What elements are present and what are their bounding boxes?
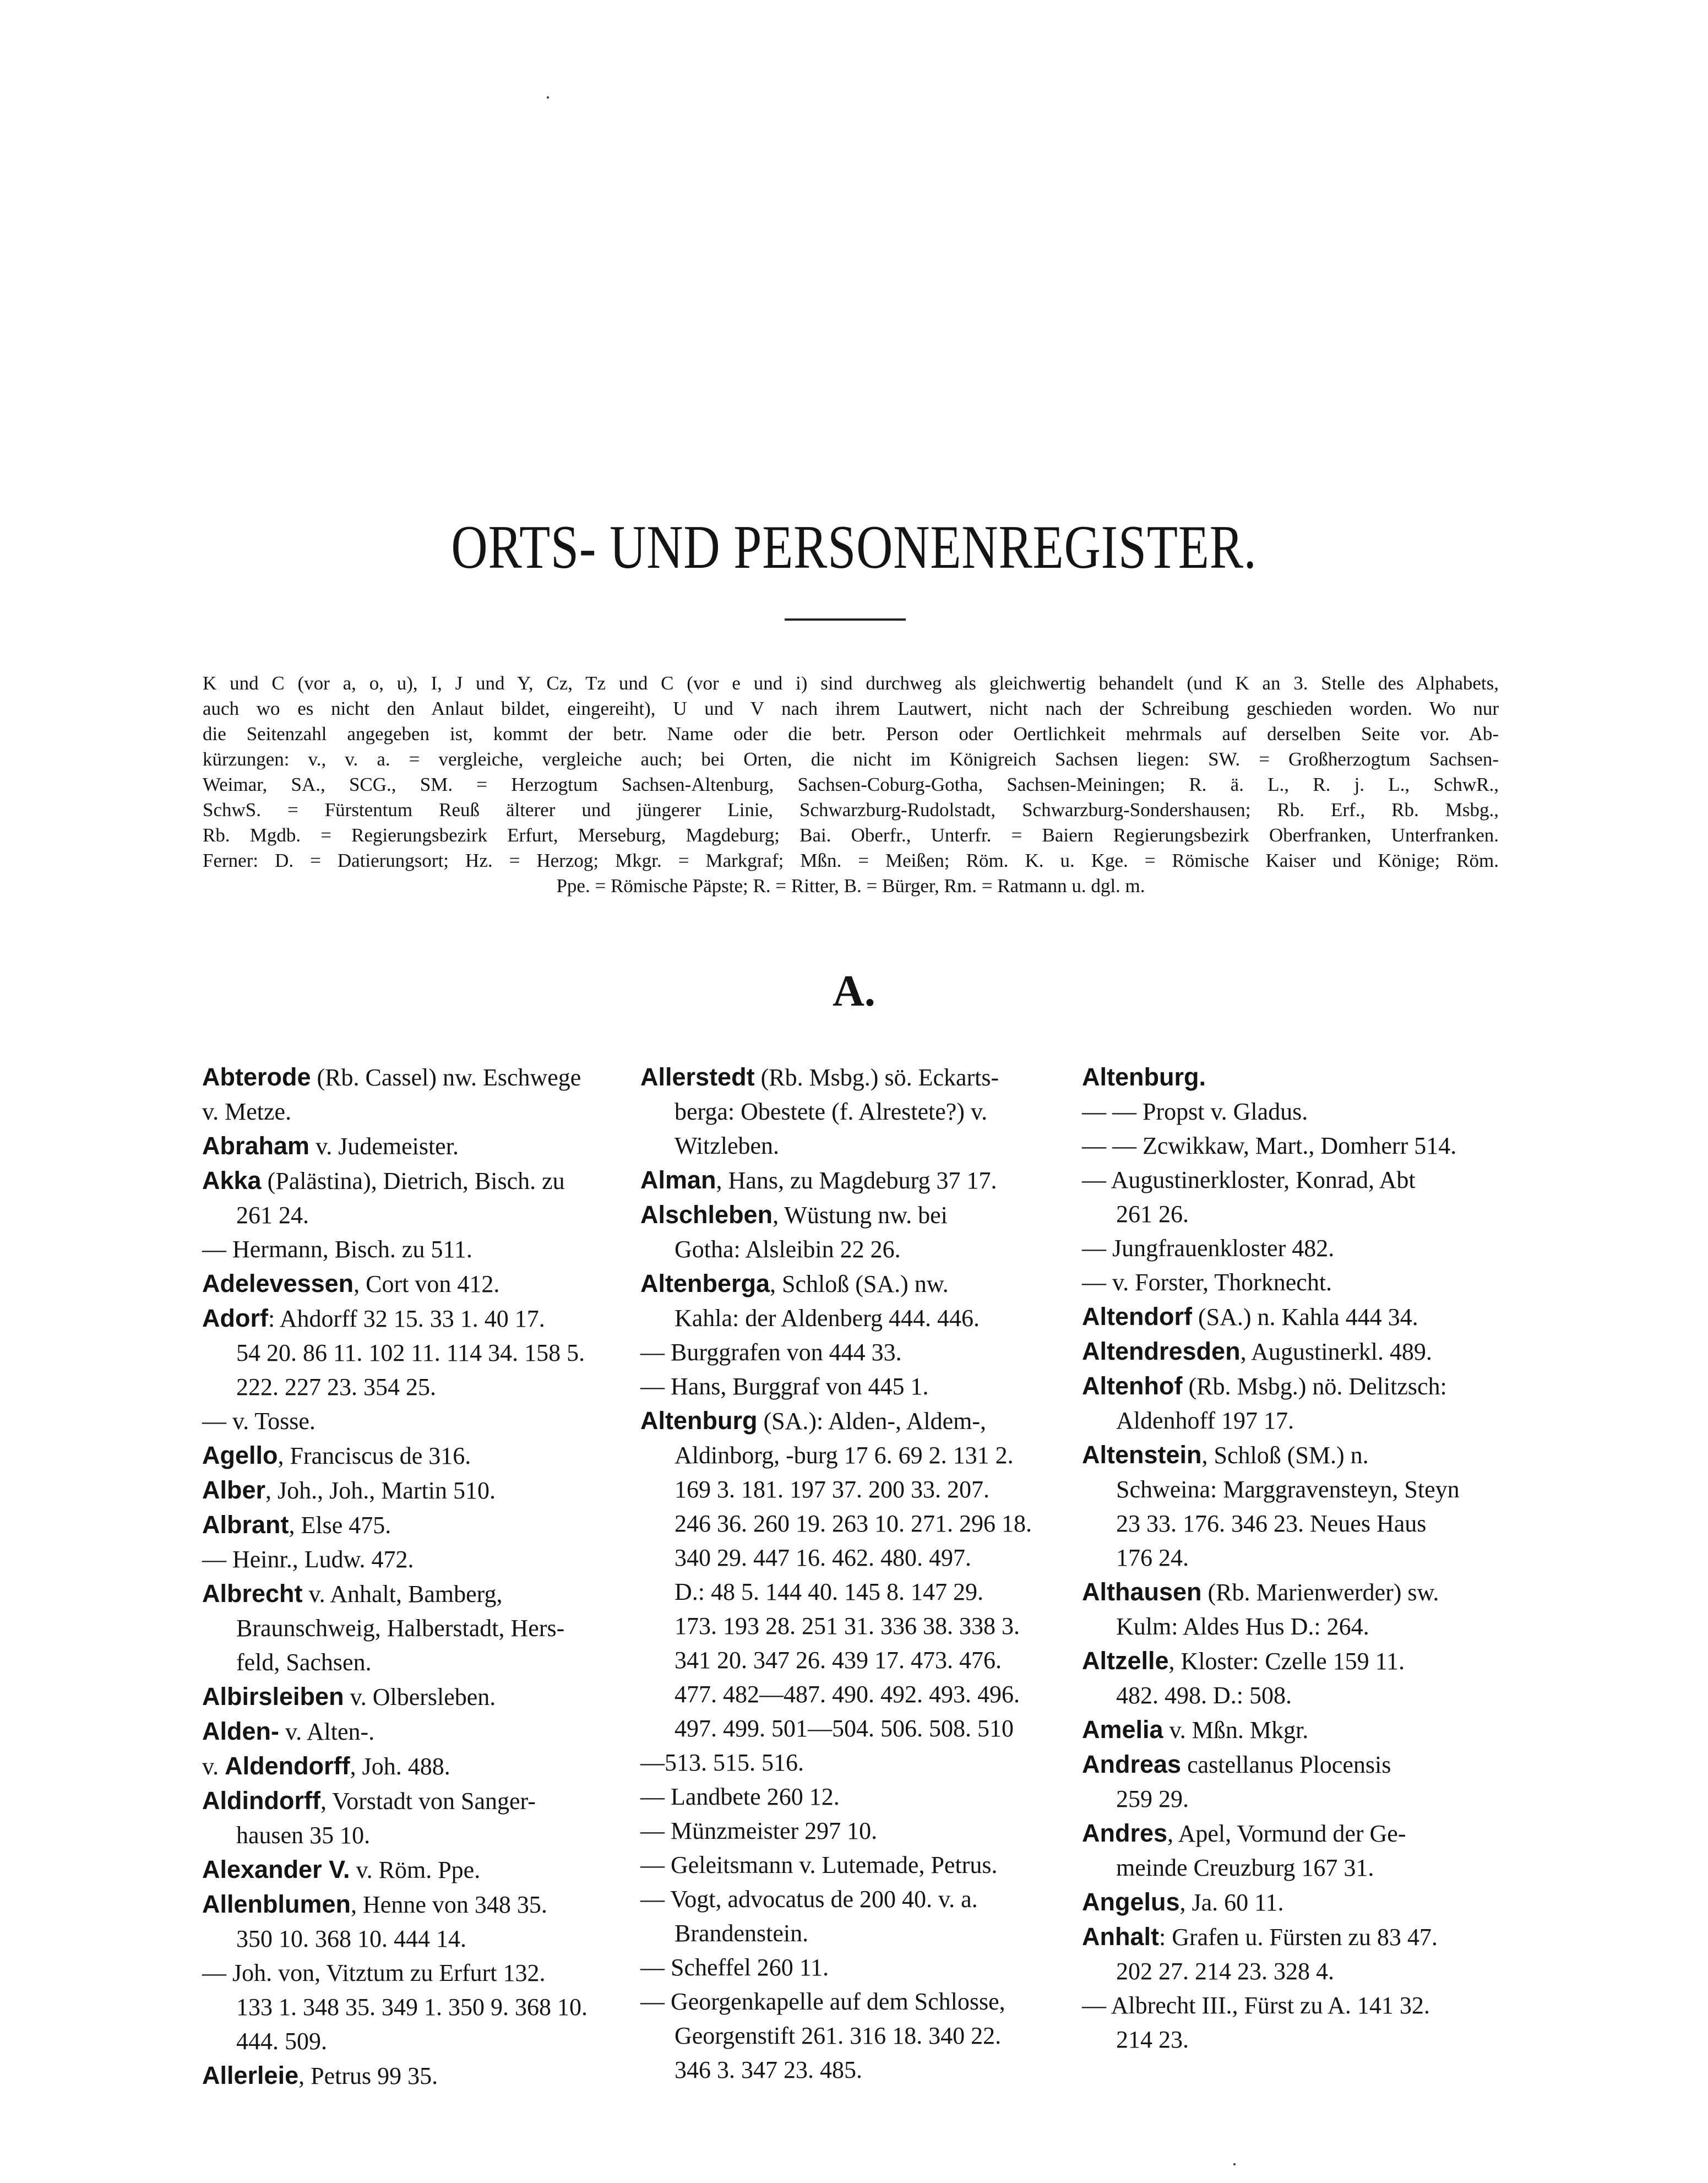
index-headword: Altzelle [1082,1647,1169,1675]
index-entry-line [1082,1541,1500,1575]
index-entry-text: , Else 475. [289,1512,391,1539]
index-entry-text: v. Judemeister. [309,1133,459,1160]
index-entry-text: D.: 48 5. 144 40. 145 8. 147 29. [675,1578,983,1605]
index-entry-line [640,1301,1059,1335]
index-entry-line [1082,1679,1500,1713]
index-entry-line [640,1780,1059,1814]
page-speck [547,96,549,99]
index-entry-line [202,1887,621,1922]
index-headword: Allerleie [202,2061,299,2089]
preface-line: K und C (vor a, o, u), I, J und Y, Cz, Tz und C (vor e und i) sind durchweg als gleichwertig behandelt (und K an 3. Stelle des Alphabets, [203,672,1499,694]
index-entry-line [1082,1989,1500,2023]
index-entry-text: — Heinr., Ludw. 472. [202,1546,414,1573]
index-entry-text: , Cort von 412. [353,1270,500,1297]
index-entry-line [640,1060,1059,1095]
index-entry-text: Braunschweig, Halberstadt, Hers- [236,1615,565,1642]
index-entry-text: berga: Obestete (f. Alrestete?) v. [675,1098,988,1125]
index-entry-text: 202 27. 214 23. 328 4. [1116,1958,1334,1985]
index-entry-text: , Hans, zu Magdeburg 37 17. [716,1167,997,1194]
index-entry-text: , Petrus 99 35. [298,2062,438,2089]
index-entry-line [640,1541,1059,1575]
index-entry-line [1082,1782,1500,1816]
index-entry-text: Kahla: der Aldenberg 444. 446. [675,1305,980,1332]
index-entry-line [1082,1404,1500,1438]
index-entry-line [1082,1644,1500,1679]
index-entry-text: (Rb. Cassel) nw. Eschwege [311,1064,581,1091]
index-headword: Alschleben [640,1201,773,1229]
index-entry-text: 482. 498. D.: 508. [1116,1682,1292,1709]
index-entry-text: 497. 499. 501—504. 506. 508. 510 [675,1715,1014,1742]
index-entry-text: 259 29. [1116,1785,1189,1812]
preface-line: Ppe. = Römische Päpste; R. = Ritter, B. = Bürger, Rm. = Ratmann u. dgl. m. [556,875,1145,897]
index-entry-text: — Münzmeister 297 10. [640,1817,878,1844]
index-entry-line [640,1712,1059,1746]
index-entry-text: 222. 227 23. 354 25. [236,1373,436,1400]
preface-line: Ferner: D. = Datierungsort; Hz. = Herzog; Mkgr. = Markgraf; Mßn. = Meißen; Röm. K. u. Kge. = Römische Kaiser und Könige; Röm. [203,850,1499,871]
index-entry-text: : Ahdorff 32 15. 33 1. 40 17. [268,1305,545,1332]
index-entry-text: (Rb. Marienwerder) sw. [1201,1579,1439,1606]
index-entry-line [202,1749,621,1784]
index-entry-line [202,1473,621,1508]
index-entry-line [202,1818,621,1853]
index-entry-line [202,1060,621,1095]
index-entry-text: 340 29. 447 16. 462. 480. 497. [675,1544,971,1571]
index-entry-text: (Rb. Msbg.) nö. Delitzsch: [1182,1373,1447,1400]
index-entry-line [1082,1163,1500,1197]
preface [203,671,1499,899]
index-entry-line [202,1853,621,1887]
index-entry-line [640,1198,1059,1232]
index-headword: Altenburg. [1082,1063,1206,1091]
index-entry-text: 341 20. 347 26. 439 17. 473. 476. [675,1647,1002,1674]
index-entry-text: — Geleitsmann v. Lutemade, Petrus. [640,1851,998,1878]
index-entry-text: — v. Tosse. [202,1408,316,1435]
index-entry-line [640,1643,1059,1677]
index-headword: Altenburg [640,1407,758,1435]
index-entry-text: , Kloster: Czelle 159 11. [1168,1648,1405,1675]
index-entry-line [640,1848,1059,1882]
index-headword: Alman [640,1166,716,1194]
index-entry-line [640,1814,1059,1848]
index-headword: Albrecht [202,1579,303,1608]
index-entry-text: , Vorstadt von Sanger- [320,1788,536,1815]
index-entry-line [640,1609,1059,1643]
index-entry-line [640,1335,1059,1370]
index-entry-text: — Albrecht III., Fürst zu A. 141 32. [1082,1992,1430,2019]
index-entry-line [640,1473,1059,1507]
index-entry-line [640,1677,1059,1712]
index-entry-line [640,1370,1059,1404]
index-headword: Alber [202,1476,266,1504]
index-entry-line [1082,1885,1500,1920]
index-entry-text: 261 24. [236,1202,309,1229]
index-headword: Aldendorff [225,1752,350,1780]
index-entry-text: , Apel, Vormund der Ge- [1167,1820,1406,1847]
index-entry-text: — Hans, Burggraf von 445 1. [640,1373,929,1400]
index-entry-line [202,1577,621,1611]
index-entry-text: Aldenhoff 197 17. [1116,1407,1294,1434]
index-entry-line [640,1095,1059,1129]
index-headword: Angelus [1082,1888,1180,1916]
index-entry-line [1082,1334,1500,1369]
index-entry-line [202,1922,621,1956]
index-entry-line [202,2059,621,2093]
index-entry-line [202,1956,621,1990]
index-entry-line [1082,1231,1500,1266]
index-entry-text: — Augustinerkloster, Konrad, Abt [1082,1166,1416,1193]
index-entry-line [1082,1954,1500,1989]
index-entry-text: 23 33. 176. 346 23. Neues Haus [1116,1510,1427,1537]
index-entry-text: —513. 515. 516. [640,1749,804,1776]
index-entry-text: — Vogt, advocatus de 200 40. v. a. [640,1886,978,1913]
index-entry-text: Georgenstift 261. 316 18. 340 22. [675,2022,1002,2049]
index-entry-text: 246 36. 260 19. 263 10. 271. 296 18. [675,1510,1032,1537]
index-entry-line [202,1438,621,1473]
index-entry-text: v. Anhalt, Bamberg, [302,1581,503,1608]
index-entry-line [202,1336,621,1370]
index-headword: Agello [202,1441,278,1469]
index-entry-line [1082,1610,1500,1644]
index-entry-line [202,1404,621,1438]
index-headword: Abraham [202,1132,310,1160]
index-headword: Anhalt [1082,1923,1159,1951]
index-entry-text: , Ja. 60 11. [1179,1889,1284,1916]
index-entry-line [1082,1816,1500,1851]
index-entry-line [640,1404,1059,1438]
index-entry-line [640,1163,1059,1198]
index-headword: Albirsleiben [202,1682,344,1710]
index-entry-text: 133 1. 348 35. 349 1. 350 9. 368 10. [236,1994,588,2021]
index-entry-text: 173. 193 28. 251 31. 336 38. 338 3. [675,1612,1020,1639]
index-entry-line [1082,1851,1500,1885]
index-entry-text: 350 10. 368 10. 444 14. [236,1925,466,1952]
index-entry-line [640,2053,1059,2087]
index-entry-line [1082,1507,1500,1541]
index-entry-line [202,1095,621,1129]
index-entry-text: — Burggrafen von 444 33. [640,1339,902,1366]
index-entry-line [1082,1266,1500,1300]
index-headword: Abterode [202,1063,311,1091]
index-headword: Alexander V. [202,1855,350,1883]
index-entry-line [640,1882,1059,1916]
index-entry-line [1082,1129,1500,1163]
index-entry-text: , Wüstung nw. bei [773,1202,948,1229]
index-entry-text: feld, Sachsen. [236,1649,372,1676]
index-entry-line [202,1990,621,2024]
index-entry-text: Gotha: Alsleibin 22 26. [675,1236,901,1263]
index-headword: Adorf [202,1304,268,1332]
index-entry-text: 444. 509. [236,2028,327,2055]
index-entry-line [202,2024,621,2059]
section-letter: A. [833,967,875,1016]
index-entry-line [640,1267,1059,1301]
index-entry-line [202,1370,621,1404]
index-entry-text: — Landbete 260 12. [640,1783,840,1810]
index-entry-line [202,1784,621,1818]
index-entry-text: hausen 35 10. [236,1822,371,1849]
preface-line: Weimar, SA., SCG., SM. = Herzogtum Sachsen-Altenburg, Sachsen-Coburg-Gotha, Sachsen-Meiningen; R. ä. L., R. j. L., SchwR., [203,774,1499,795]
index-entry-line [1082,1747,1500,1782]
index-headword: Adelevessen [202,1269,354,1297]
index-entry-text: 346 3. 347 23. 485. [675,2056,862,2083]
index-entry-text: (Palästina), Dietrich, Bisch. zu [261,1167,565,1194]
index-entry-text: , Schloß (SA.) nw. [770,1270,949,1297]
index-entry-text: v. Mßn. Mkgr. [1163,1717,1309,1744]
index-entry-text: Brandenstein. [675,1920,809,1947]
index-entry-line [202,1267,621,1301]
index-headword: Akka [202,1166,262,1194]
index-entry-line [640,1985,1059,2019]
index-entry-line [640,1746,1059,1780]
index-entry-line [202,1611,621,1646]
index-entry-line [202,1646,621,1680]
index-entry-line [1082,1060,1500,1095]
index-entry-text: 169 3. 181. 197 37. 200 33. 207. [675,1476,989,1503]
index-entry-text: — Georgenkapelle auf dem Schlosse, [640,1988,1005,2015]
index-entry-text: 214 23. [1116,2026,1189,2053]
preface-line: kürzungen: v., v. a. = vergleiche, vergleiche auch; bei Orten, die nicht im Königreich Sachsen liegen: SW. = Großherzogtum Sachsen- [203,748,1499,770]
index-headword: Albrant [202,1511,289,1539]
index-entry-line [1082,2023,1500,2057]
index-entry-text: , Augustinerkl. 489. [1240,1338,1432,1365]
index-entry-line [640,1951,1059,1985]
index-entry-line [1082,1473,1500,1507]
index-entry-text: Witzleben. [675,1132,780,1159]
title-rule [785,618,906,621]
index-headword: Altendorf [1082,1302,1192,1331]
index-entry-text: : Grafen u. Fürsten zu 83 47. [1159,1924,1438,1951]
index-entry-text: — Scheffel 260 11. [640,1954,829,1981]
index-entry-line [640,2019,1059,2053]
index-entry-line [202,1164,621,1198]
index-column-3 [1082,1060,1500,2057]
index-headword: Andreas [1082,1750,1182,1778]
index-headword: Altenhof [1082,1372,1183,1400]
index-entry-line [640,1575,1059,1609]
index-entry-text: v. Metze. [202,1098,292,1125]
index-entry-text: meinde Creuzburg 167 31. [1116,1854,1374,1881]
index-headword: Alden- [202,1717,279,1745]
index-entry-line [202,1198,621,1232]
index-headword: Amelia [1082,1715,1163,1744]
index-entry-line [640,1129,1059,1163]
index-headword: Althausen [1082,1578,1202,1606]
index-entry-text: v. Olbersleben. [344,1684,496,1710]
page-speck [1233,2163,1236,2165]
index-entry-text: — Joh. von, Vitztum zu Erfurt 132. [202,1959,546,1986]
index-entry-line [202,1129,621,1164]
index-headword: Allenblumen [202,1890,351,1918]
index-entry-line [202,1543,621,1577]
index-entry-line [640,1916,1059,1951]
index-entry-line [1082,1095,1500,1129]
index-entry-text: 54 20. 86 11. 102 11. 114 34. 158 5. [236,1339,585,1366]
index-entry-line [202,1301,621,1336]
index-entry-text: Schweina: Marggravensteyn, Steyn [1116,1476,1460,1503]
index-headword: Altendresden [1082,1337,1241,1365]
page-title: ORTS- UND PERSONENREGISTER. [451,513,1257,582]
index-headword: Altenstein [1082,1441,1202,1469]
index-entry-line [1082,1438,1500,1473]
index-entry-text: v. [202,1753,225,1780]
index-entry-text: — Hermann, Bisch. zu 511. [202,1236,472,1263]
index-entry-text: (SA.) n. Kahla 444 34. [1192,1304,1418,1331]
index-entry-text: Aldinborg, -burg 17 6. 69 2. 131 2. [675,1442,1014,1469]
index-entry-text: — Jungfrauenkloster 482. [1082,1235,1335,1262]
index-entry-text: v. Röm. Ppe. [350,1856,481,1883]
index-column-2 [640,1060,1059,2087]
index-entry-text: 261 26. [1116,1201,1189,1228]
preface-line: auch wo es nicht den Anlaut bildet, eingereiht), U und V nach ihrem Lautwert, nicht nach der Schreibung geschieden worden. Wo nur [203,698,1499,719]
index-entry-text: Kulm: Aldes Hus D.: 264. [1116,1613,1369,1640]
index-entry-text: — — Zcwikkaw, Mart., Domherr 514. [1082,1132,1457,1159]
preface-line: SchwS. = Fürstentum Reuß älterer und jüngerer Linie, Schwarzburg-Rudolstadt, Schwarzburg-Sondershausen; Rb. Erf., Rb. Msbg., [203,799,1499,821]
index-entry-text: 176 24. [1116,1544,1189,1571]
index-entry-line [1082,1713,1500,1747]
index-entry-line [202,1232,621,1267]
index-entry-text: , Joh., Joh., Martin 510. [265,1477,496,1504]
index-entry-line [640,1507,1059,1541]
index-entry-text: , Franciscus de 316. [278,1442,471,1469]
index-headword: Allerstedt [640,1063,755,1091]
index-headword: Aldindorff [202,1786,320,1815]
index-entry-text: — — Propst v. Gladus. [1082,1098,1308,1125]
index-entry-line [640,1438,1059,1473]
index-entry-text: 477. 482—487. 490. 492. 493. 496. [675,1681,1020,1708]
index-entry-line [640,1232,1059,1267]
index-headword: Andres [1082,1819,1168,1847]
preface-line: die Seitenzahl angegeben ist, kommt der betr. Name oder die betr. Person oder Oertlichkeit mehrmals auf derselben Seite vor. Ab- [203,723,1499,745]
index-entry-line [1082,1300,1500,1334]
index-entry-text: castellanus Plocensis [1181,1751,1391,1778]
index-entry-line [1082,1369,1500,1404]
index-entry-line [202,1508,621,1543]
index-entry-text: , Schloß (SM.) n. [1201,1442,1369,1469]
index-entry-text: (SA.): Alden-, Aldem-, [757,1408,986,1435]
index-entry-text: (Rb. Msbg.) sö. Eckarts- [754,1064,999,1091]
index-entry-line [1082,1920,1500,1954]
index-entry-line [1082,1575,1500,1610]
index-entry-line [202,1714,621,1749]
index-column-1 [202,1060,621,2093]
index-headword: Altenberga [640,1269,770,1297]
index-entry-line [202,1680,621,1714]
index-entry-line [1082,1197,1500,1231]
index-entry-text: v. Alten-. [279,1718,375,1745]
index-entry-text: , Henne von 348 35. [351,1891,547,1918]
preface-line: Rb. Mgdb. = Regierungsbezirk Erfurt, Merseburg, Magdeburg; Bai. Oberfr., Unterfr. = Baiern Regierungsbezirk Oberfranken, Unterfranken. [203,824,1499,846]
index-entry-text: , Joh. 488. [350,1753,450,1780]
index-entry-text: — v. Forster, Thorknecht. [1082,1269,1332,1296]
